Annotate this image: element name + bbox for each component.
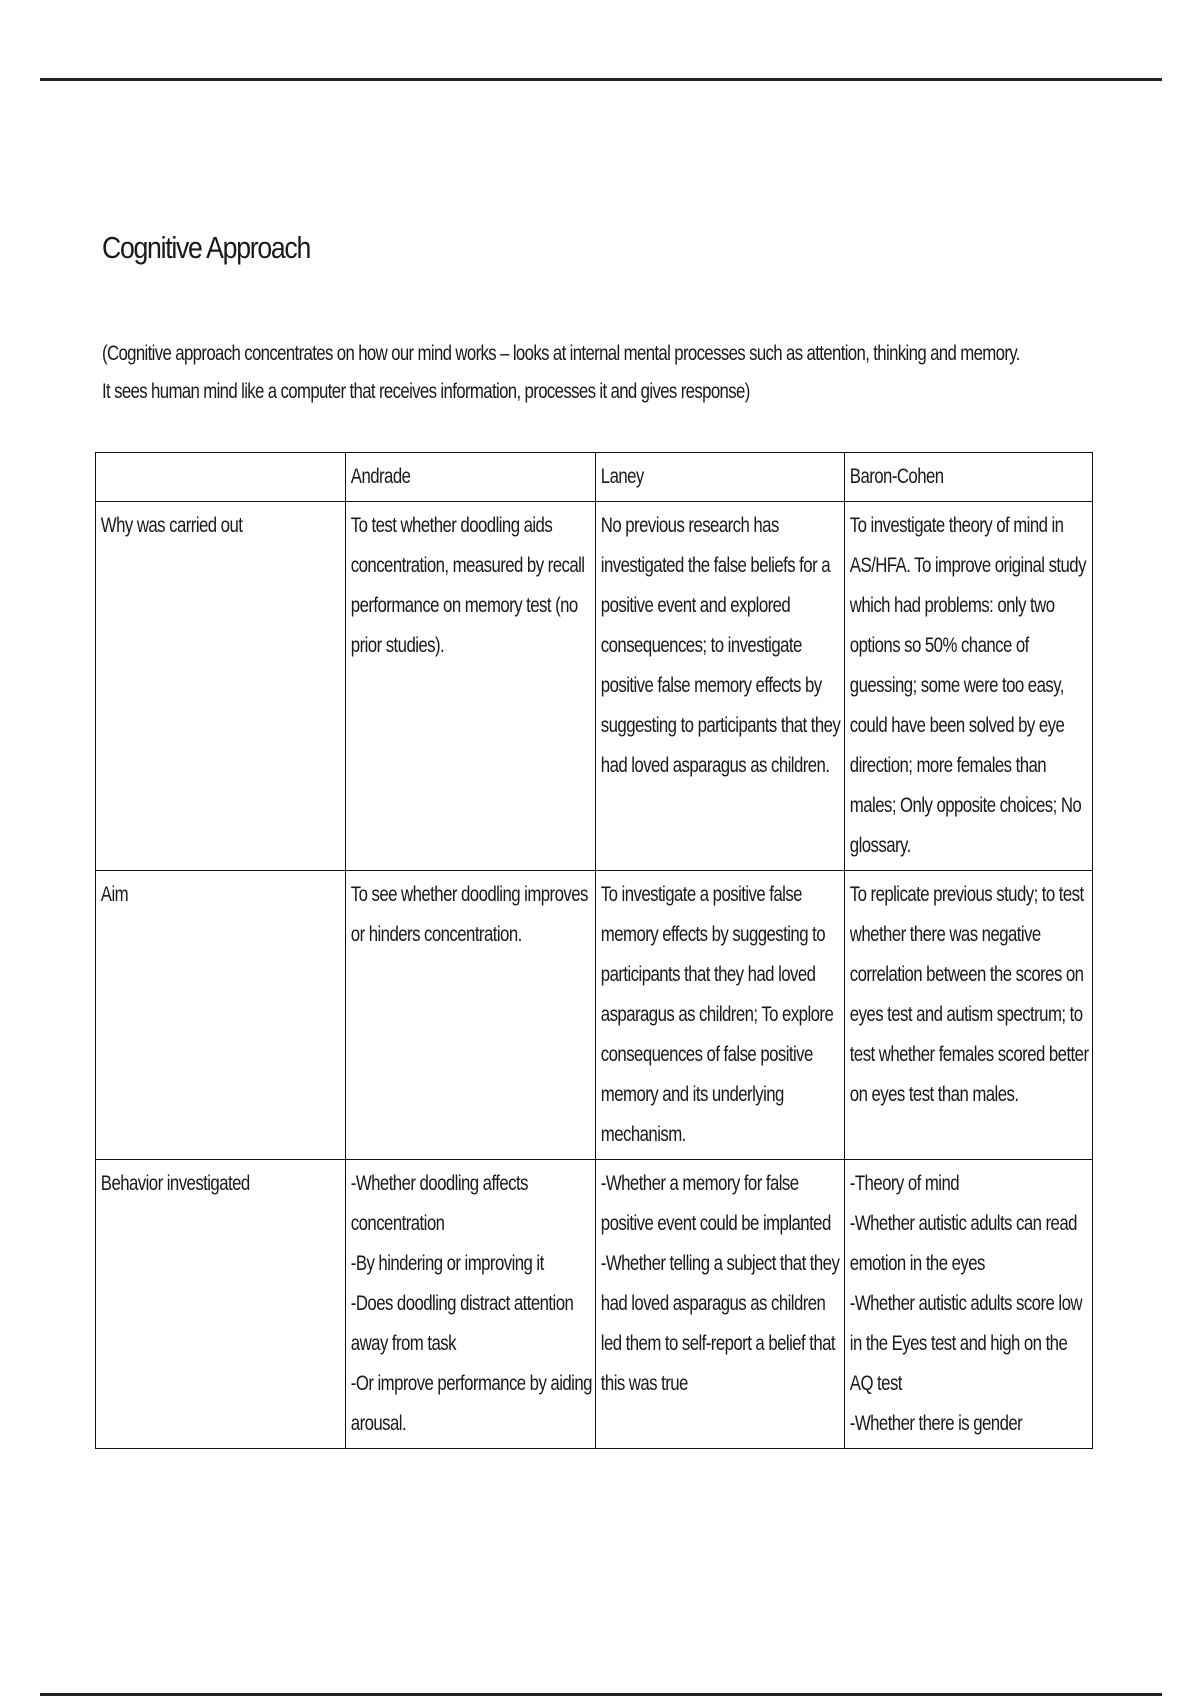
cell-baron-cohen-why: To investigate theory of mind in AS/HFA. To improve original study which had problems: only two options so 50% chance of guessing; some were too easy, could have been solved by eye direction; more females than males; Only opposite choices; No glossary. xyxy=(845,502,1093,871)
list-item: -Whether doodling affects concentration xyxy=(350,1172,528,1235)
page-title: Cognitive Approach xyxy=(102,230,310,265)
cell-andrade-behavior xyxy=(346,1160,596,1449)
top-rule xyxy=(40,78,1162,81)
cell-laney-aim: To investigate a positive false memory effects by suggesting to participants that they had loved asparagus as children; To explore consequences of false positive memory and its underlying mechanism. xyxy=(596,871,845,1160)
header-cell-baron-cohen: Baron-Cohen xyxy=(845,453,1093,502)
cell-baron-cohen-behavior xyxy=(845,1160,1093,1449)
list-item: -Or improve performance by aiding arousal. xyxy=(350,1372,592,1435)
list-item: -Whether autistic adults can read emotion in the eyes xyxy=(849,1212,1077,1275)
bottom-rule xyxy=(40,1693,1162,1696)
list-item: -Does doodling distract attention away from task xyxy=(350,1292,574,1355)
cell-laney-why: No previous research has investigated the false beliefs for a positive event and explored consequences; to investigate positive false memory effects by suggesting to participants that they had loved asparagus as children. xyxy=(596,502,845,871)
header-cell-laney: Laney xyxy=(596,453,845,502)
cell-laney-behavior xyxy=(596,1160,845,1449)
intro-paragraph: (Cognitive approach concentrates on how our mind works – looks at internal mental processes such as attention, thinking and memory. It sees human mind like a computer that receives information, processes it and gives response) xyxy=(102,342,1020,403)
table-row xyxy=(96,871,1093,1160)
cell-baron-cohen-aim: To replicate previous study; to test whether there was negative correlation between the scores on eyes test and autism spectrum; to test whether females scored better on eyes test than males. xyxy=(845,871,1093,1160)
list-item: -Theory of mind xyxy=(849,1172,960,1195)
cell-andrade-aim: To see whether doodling improves or hinders concentration. xyxy=(346,871,596,1160)
header-cell-empty xyxy=(96,453,346,502)
row-label-behavior: Behavior investigated xyxy=(96,1160,346,1449)
list-item: -Whether a memory for false positive event could be implanted xyxy=(600,1172,831,1235)
comparison-table xyxy=(95,452,1093,1449)
row-label-aim: Aim xyxy=(96,871,346,1160)
list-item: -Whether there is gender xyxy=(849,1412,1023,1435)
cell-andrade-why: To test whether doodling aids concentration, measured by recall performance on memory test (no prior studies). xyxy=(346,502,596,871)
list-item: -By hindering or improving it xyxy=(350,1252,544,1275)
table-row xyxy=(96,502,1093,871)
row-label-why: Why was carried out xyxy=(96,502,346,871)
table-header-row xyxy=(96,453,1093,502)
list-item: -Whether telling a subject that they had loved asparagus as children led them to self-report a belief that this was true xyxy=(600,1252,840,1395)
list-item: -Whether autistic adults score low in the Eyes test and high on the AQ test xyxy=(849,1292,1082,1395)
header-cell-andrade: Andrade xyxy=(346,453,596,502)
table-row xyxy=(96,1160,1093,1449)
